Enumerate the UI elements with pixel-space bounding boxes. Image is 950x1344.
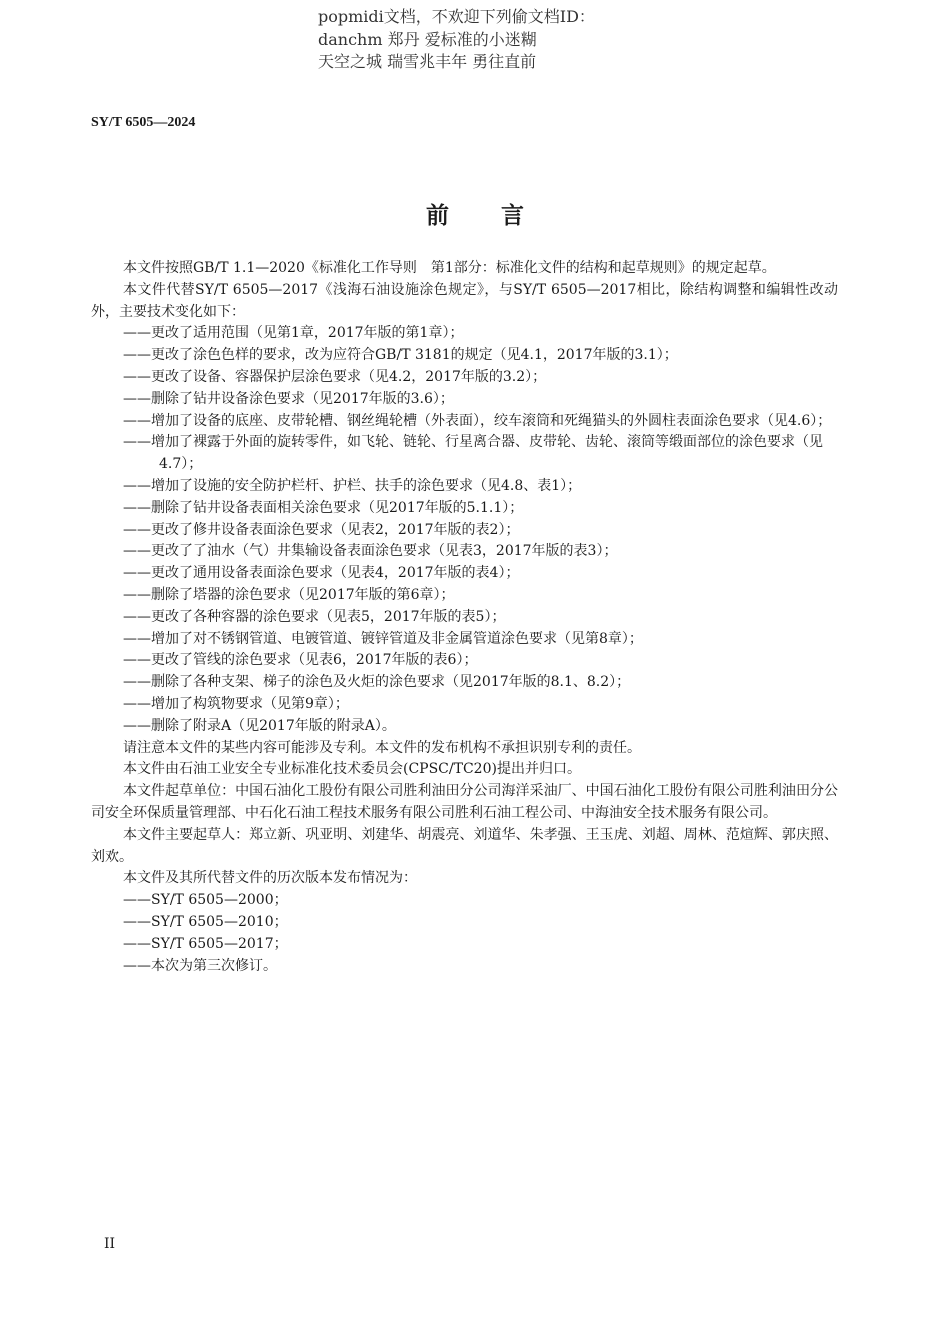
watermark-line: popmidi文档，不欢迎下列偷文档ID：	[318, 7, 595, 26]
page-title: 前言	[426, 203, 576, 229]
change-item: ——删除了各种支架、梯子的涂色及火炬的涂色要求（见2017年版的8.1、8.2）；	[123, 674, 631, 691]
paragraph: 本文件及其所代替文件的历次版本发布情况为：	[123, 870, 417, 887]
change-item: ——增加了对不锈钢管道、电镀管道、镀锌管道及非金属管道涂色要求（见第8章）；	[123, 630, 643, 647]
change-item: ——更改了设备、容器保护层涂色要求（见4.2，2017年版的3.2）；	[123, 368, 547, 385]
change-item: ——删除了塔器的涂色要求（见2017年版的第6章）；	[123, 586, 455, 603]
change-item: ——更改了涂色色样的要求，改为应符合GB/T 3181的规定（见4.1，2017年版的3.1）；	[123, 347, 678, 364]
change-item: ——更改了适用范围（见第1章，2017年版的第1章）；	[123, 325, 464, 342]
watermark-line: 天空之城 瑞雪兆丰年 勇往直前	[318, 52, 537, 71]
document-code: SY/T 6505—2024	[91, 115, 196, 130]
version-item: ——本次为第三次修订。	[123, 957, 277, 974]
change-item: ——增加了构筑物要求（见第9章）；	[123, 695, 349, 712]
version-item: ——SY/T 6505—2017；	[123, 935, 288, 952]
change-item: ——更改了管线的涂色要求（见表6，2017年版的表6）；	[123, 652, 478, 669]
paragraph: 本文件代替SY/T 6505—2017《浅海石油设施涂色规定》，与SY/T 6505—2017相比，除结构调整和编辑性改动外，主要技术变化如下：	[91, 281, 838, 320]
change-item: ——增加了裸露于外面的旋转零件，如飞轮、链轮、行星离合器、皮带轮、齿轮、滚筒等缎面部位的涂色要求（见4.7）；	[123, 434, 823, 473]
version-item: ——SY/T 6505—2000；	[123, 892, 288, 909]
change-item: ——增加了设施的安全防护栏杆、护栏、扶手的涂色要求（见4.8、表1）；	[123, 477, 582, 494]
paragraph: 本文件主要起草人：郑立新、巩亚明、刘建华、胡震亮、刘道华、朱孝强、王玉虎、刘超、周林、范煊辉、郭庆照、刘欢。	[91, 826, 838, 865]
foreword-body	[91, 258, 838, 977]
change-item: ——删除了附录A（见2017年版的附录A）。	[123, 717, 396, 734]
change-item: ——删除了钻井设备涂色要求（见2017年版的3.6）；	[123, 390, 454, 407]
paragraph: 本文件由石油工业安全专业标准化技术委员会(CPSC/TC20)提出并归口。	[123, 761, 581, 778]
change-item: ——删除了钻井设备表面相关涂色要求（见2017年版的5.1.1）；	[123, 499, 524, 516]
change-item: ——增加了设备的底座、皮带轮槽、钢丝绳轮槽（外表面），绞车滚筒和死绳猫头的外圆柱表面涂色要求（见4.6）；	[123, 412, 832, 429]
change-item: ——更改了了油水（气）井集输设备表面涂色要求（见表3，2017年版的表3）；	[123, 543, 618, 560]
paragraph: 请注意本文件的某些内容可能涉及专利。本文件的发布机构不承担识别专利的责任。	[123, 739, 641, 756]
page-number: II	[104, 1236, 116, 1252]
paragraph: 本文件起草单位：中国石油化工股份有限公司胜利油田分公司海洋采油厂、中国石油化工股份有限公司胜利油田分公司安全环保质量管理部、中石化石油工程技术服务有限公司胜利石油工程公司、中海油安全技术服务有限公司。	[91, 783, 838, 821]
change-item: ——更改了修井设备表面涂色要求（见表2，2017年版的表2）；	[123, 521, 520, 538]
change-item: ——更改了各种容器的涂色要求（见表5，2017年版的表5）；	[123, 608, 506, 625]
version-item: ——SY/T 6505—2010；	[123, 913, 288, 930]
change-item: ——更改了通用设备表面涂色要求（见表4，2017年版的表4）；	[123, 565, 520, 582]
paragraph: 本文件按照GB/T 1.1—2020《标准化工作导则 第1部分：标准化文件的结构和起草规则》的规定起草。	[123, 260, 776, 276]
watermark-line: danchm 郑丹 爱标准的小迷糊	[318, 29, 537, 49]
watermark	[318, 6, 738, 74]
